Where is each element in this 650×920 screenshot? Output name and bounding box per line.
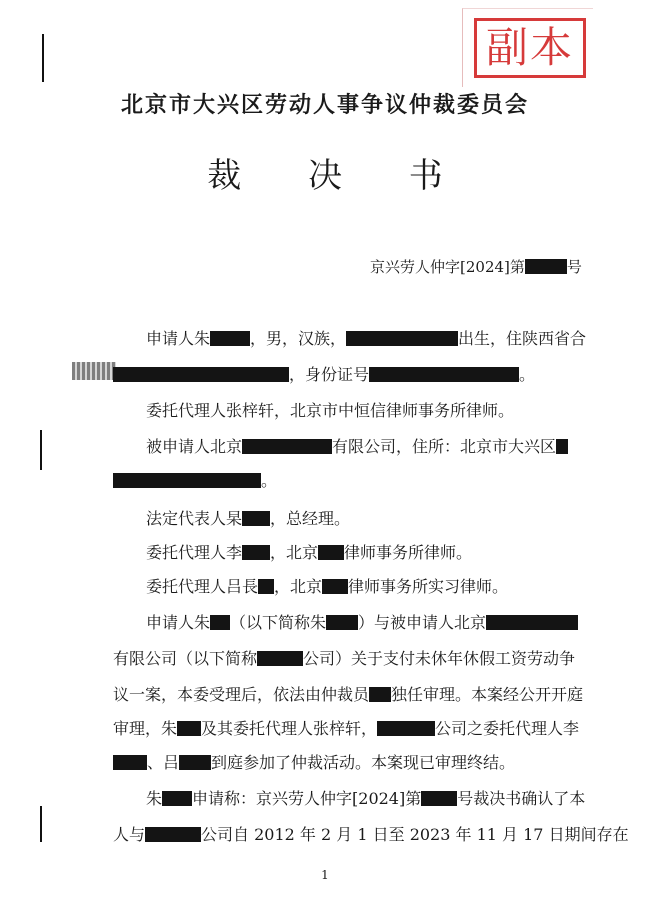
case-number — [370, 256, 582, 277]
body-line — [146, 786, 585, 809]
text: 、吕 — [147, 753, 180, 772]
redaction — [210, 331, 250, 346]
redaction — [556, 439, 568, 454]
body-line — [113, 362, 535, 385]
text: 委托代理人李 — [146, 543, 243, 562]
body-line — [146, 326, 586, 349]
text: 法定代表人杲 — [146, 509, 243, 528]
body-line — [113, 716, 579, 739]
text: 及其委托代理人张梓轩， — [201, 719, 378, 738]
text: 申请人朱 — [146, 329, 211, 348]
text: 独任审理。本案经公开开庭 — [391, 685, 584, 704]
text: 。 — [261, 471, 278, 490]
text: 。 — [519, 365, 536, 384]
text: 委托代理人吕長 — [146, 577, 259, 596]
text: 申请人朱 — [146, 613, 211, 632]
redaction — [162, 791, 192, 806]
redaction — [377, 721, 435, 736]
text: 出生，住陕西省合 — [458, 329, 587, 348]
text: 被申请人北京 — [146, 437, 243, 456]
text: ，男，汉族， — [250, 329, 347, 348]
body-line — [146, 574, 508, 597]
redaction — [179, 755, 211, 770]
text: 议一案，本委受理后，依法由仲裁员 — [113, 685, 370, 704]
text: 公司之委托代理人李 — [435, 719, 580, 738]
text: 有限公司（以下简称 — [113, 649, 258, 668]
redaction — [369, 687, 391, 702]
redaction — [322, 579, 348, 594]
text: 有限公司，住所：北京市大兴区 — [332, 437, 557, 456]
body-line — [113, 682, 583, 705]
case-number-prefix: 京兴劳人仲字[2024]第 — [370, 258, 525, 276]
text: ，北京 — [274, 577, 323, 596]
text: 公司）关于支付未休年休假工资劳动争 — [303, 649, 576, 668]
redaction — [177, 721, 201, 736]
text: 朱 — [146, 789, 163, 808]
redaction — [326, 615, 358, 630]
text: ，身份证号 — [289, 365, 370, 384]
text: ，北京 — [270, 543, 319, 562]
text: 到庭参加了仲裁活动。本案现已审理终结。 — [211, 753, 516, 772]
text: 审理，朱 — [113, 719, 178, 738]
redaction — [210, 615, 230, 630]
redaction — [318, 545, 344, 560]
body-line — [113, 822, 629, 845]
text: （以下简称朱 — [230, 613, 327, 632]
body-line — [113, 750, 515, 773]
organization-name: 北京市大兴区劳动人事争议仲裁委员会 — [120, 92, 529, 118]
redaction — [257, 651, 303, 666]
redaction — [486, 615, 578, 630]
text: 律师事务所实习律师。 — [348, 577, 509, 596]
redaction — [242, 545, 270, 560]
binding-mark — [40, 806, 42, 842]
page-number: 1 — [321, 868, 329, 882]
body-line — [113, 468, 277, 491]
redaction — [242, 439, 332, 454]
redaction — [258, 579, 274, 594]
scan-artifact — [72, 362, 116, 380]
body-line — [113, 646, 575, 669]
body-line — [146, 540, 472, 563]
redaction — [113, 755, 147, 770]
case-number-suffix: 号 — [566, 258, 582, 276]
document-title: 裁 决 书 — [207, 156, 471, 196]
text: 申请称：京兴劳人仲字[2024]第 — [192, 789, 422, 808]
redaction — [242, 511, 270, 526]
redaction — [421, 791, 457, 806]
text: ，总经理。 — [270, 509, 351, 528]
text: 人与 — [113, 825, 146, 844]
body-line — [146, 610, 578, 633]
redaction — [346, 331, 458, 346]
redaction — [145, 827, 201, 842]
redaction — [369, 367, 519, 382]
redaction — [113, 473, 261, 488]
text: 公司自 2012 年 2 月 1 日至 2023 年 11 月 17 日期间存在 — [201, 825, 629, 844]
body-line — [146, 434, 568, 457]
binding-mark — [40, 430, 42, 470]
body-line — [146, 506, 350, 529]
redaction — [113, 367, 289, 382]
copy-stamp: 副本 — [474, 18, 586, 78]
text: ）与被申请人北京 — [358, 613, 487, 632]
body-line — [146, 398, 514, 421]
binding-mark — [42, 34, 44, 82]
text: 律师事务所律师。 — [344, 543, 473, 562]
text: 号裁决书确认了本 — [457, 789, 586, 808]
redaction — [525, 259, 567, 274]
text: 委托代理人张梓轩，北京市中恒信律师事务所律师。 — [146, 401, 515, 420]
